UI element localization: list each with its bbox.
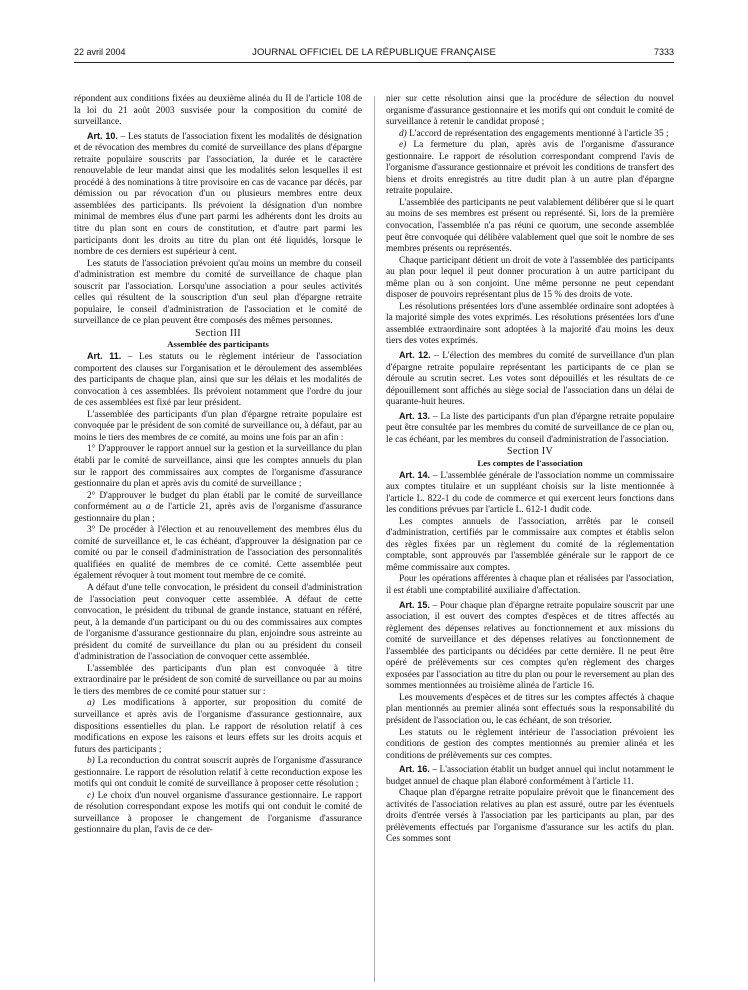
paragraph: 1° D'approuver le rapport annuel sur la gestion et la surveillance du plan établi par le comité de surveillance, ainsi que les comptes annuels du plan sur le rapport des commissaires aux comptes de l'organisme d'assurance gestionnaire du plan et après avis du comité de surveillance ; [74,444,362,490]
list-text: La reconduction du contrat souscrit auprès de l'organisme d'assurance gestionnaire. Le rapport de résolution relatif à cette reconduction expose les motifs qui ont conduit le comité de surveillance à proposer cette résolution ; [74,756,362,790]
header-date: 22 avril 2004 [74,47,126,57]
list-text: La fermeture du plan, après avis de l'organisme d'assurance gestionnaire. Le rapport de résolution correspondant comprend l'avis de l'organisme d'assurance gestionnaire et prévoit les conditions de transfert des biens et droits enregistrés au titre dudit plan à un autre plan d'épargne retraite populaire. [386,140,674,197]
article-label: Art. 16. [399,764,430,775]
article-11 [74,351,362,410]
left-column [74,94,362,837]
list-item [386,140,674,198]
article-label: Art. 14. [399,469,431,480]
paragraph: A défaut d'une telle convocation, le président du conseil d'administration de l'association peut convoquer cette assemblée. A défaut de cette convocation, le président du tribunal de grande instance, statuant en référé, peut, à la demande d'un participant ou du ou des commissaires aux comptes de l'organisme d'assurance gestionnaire du plan, enjoindre sous astreinte au président du comité de surveillance du plan ou au président du conseil d'administration de l'association de convoquer cette assemblée. [74,582,362,663]
right-column [386,94,674,846]
list-marker: d) [399,128,407,139]
article-text: – L'élection des membres du comité de surveillance d'un plan d'épargne retraite populaire représentant les participants de ce plan se déroule au scrutin secret. Les votes sont dépouillés et les résultats de ce dépouillement sont affichés au siège social de l'association dans un délai de quarante-huit heures. [386,351,675,408]
list-item [386,129,674,141]
list-text: L'accord de représentation des engagements mentionné à l'article 35 ; [406,128,669,139]
article-16 [386,764,674,788]
article-text: – Les statuts de l'association fixent les modalités de désignation et de révocation des membres du comité de surveillance des plans d'épargne retraite populaire souscrits par l'association, la durée et le caractère renouvelable de leur mandat ainsi que les modalités selon lesquelles il est procédé à des nominations à titre provisoire en cas de vacance par décès, par démission ou par révocation d'un ou plusieurs membres entre deux assemblées des participants. Ils prévoient la désignation d'un nombre minimal de membres élus d'une part parmi les adhérents dont les droits au titre du plan sont en cours de constitution, et d'autre part parmi les participants dont les droits au titre du plan ont été liquidés, lorsque le nombre de ces derniers est supérieur à cent. [74,131,363,258]
article-text: – La liste des participants d'un plan d'épargne retraite populaire peut être consultée par les membres du comité de surveillance de ce plan ou, le cas échéant, par les membres du conseil d'administration de l'association. [386,411,674,445]
list-item [74,756,362,791]
article-14 [386,470,674,517]
article-text: – Les statuts ou le règlement intérieur de l'association comportent des clauses sur l'organisation et le déroulement des assemblées des participants de chaque plan, ainsi que sur les délais et les modalités de convocation à ces assemblées. Ils prévoient notamment que l'ordre du jour de ces assemblées est fixé par leur président. [74,352,363,409]
article-10 [74,131,362,259]
article-label: Art. 10. [87,130,118,141]
article-label: Art. 12. [399,350,431,361]
paragraph: nier sur cette résolution ainsi que la procédure de sélection du nouvel organisme d'assurance gestionnaire et les motifs qui ont conduit le comité de surveillance à retenir le candidat proposé ; [386,94,674,128]
article-text: – L'association établit un budget annuel qui inclut notamment le budget annuel de chaque plan élaboré conformément à l'article 11. [386,765,674,787]
paragraph: Chaque plan d'épargne retraite populaire prévoit que le financement des activités de l'association relatives au plan est assuré, outre par les éventuels droits d'entrée versés à l'association par les participants au plan, par des prélèvements effectués par l'organisme d'assurance sur les actifs du plan. Ces sommes sont [386,788,674,845]
text-run: de l'article 21, après avis de l'organisme d'assurance gestionnaire du plan ; [74,502,362,524]
paragraph [74,491,362,526]
article-text: – Pour chaque plan d'épargne retraite populaire souscrit par une association, il est ouvert des comptes d'espèces et de titres affectés au règlement des dépenses relatives au fonctionnement et aux missions du comité de surveillance et des dépenses relatives au fonctionnement de l'assemblée des participants ou décidées par cette dernière. Il ne peut être opéré de prélèvements sur ces comptes qu'en règlement des charges exposées par l'association au titre du plan ou pour le reversement au plan des sommes mentionnées au troisième alinéa de l'article 16. [386,600,674,692]
list-marker: e) [399,140,407,151]
article-text: – L'assemblée générale de l'association nomme un commissaire aux comptes titulaire et un suppléant choisis sur la liste mentionnée à l'article L. 822-1 du code de commerce et qui exercent leurs fonctions dans les conditions prévues par l'article L. 612-1 dudit code. [386,470,675,516]
paragraph: Pour les opérations afférentes à chaque plan et réalisées par l'association, il est établi une comptabilité auxiliaire d'affectation. [386,574,674,596]
paragraph: Les statuts de l'association prévoient qu'au moins un membre du conseil d'administration est membre du comité de surveillance de chaque plan souscrit par l'association. Lorsqu'une association a pour seules activités celles qui résultent de la souscription d'un seul plan d'épargne retraite populaire, le conseil d'administration de l'association et le comité de surveillance de ce plan peuvent être composés des mêmes personnes. [74,258,362,327]
article-label: Art. 13. [399,410,431,421]
paragraph: Les mouvements d'espèces et de titres sur les comptes affectés à chaque plan mentionnés au premier alinéa sont effectués sous la responsabilité du président de l'association ou, le cas échéant, de son trésorier. [386,692,674,726]
list-marker: a) [87,698,95,709]
paragraph: L'assemblée des participants d'un plan est convoquée à titre extraordinaire par le président de son comité de surveillance ou par au moins le tiers des membres de ce comité pour statuer sur : [74,663,362,697]
section-subheading: Les comptes de l'association [477,457,583,468]
paragraph: L'assemblée des participants d'un plan d'épargne retraite populaire est convoquée par le président de son comité de surveillance ou, à défaut, par au moins le tiers des membres de ce comité, au moins une fois par an afin : [74,409,362,443]
paragraph: répondent aux conditions fixées au deuxième alinéa du II de l'article 108 de la loi du 21 août 2003 susvisée pour la composition du comité de surveillance. [74,94,362,128]
article-12 [386,350,674,409]
article-15 [386,600,674,693]
list-text: Les modifications à apporter, sur proposition du comité de surveillance et après avis de l'organisme d'assurance gestionnaire, aux dispositions essentielles du plan. Le rapport de résolution relatif à ces modifications en expose les raisons et leurs effets sur les droits acquis et futurs des participants ; [74,698,362,755]
paragraph: Les comptes annuels de l'association, arrêtés par le conseil d'administration, certifiés par le commissaire aux comptes et établis selon des règles fixées par un règlement du comité de la réglementation comptable, sont approuvés par l'assemblée générale sur le rapport de ce même commissaire aux comptes. [386,516,674,573]
article-label: Art. 11. [87,351,122,362]
text-run-italic: a [145,502,151,513]
paragraph: L'assemblée des participants ne peut valablement délibérer que si le quart au moins de ses membres est présent ou représenté. Si, lors de la première convocation, l'assemblée n'a pas réuni ce quorum, une seconde assemblée peut être convoquée qui délibère valablement quel que soit le nombre de ses membres présents ou représentés. [386,197,674,255]
paragraph: Les résolutions présentées lors d'une assemblée ordinaire sont adoptées à la majorité simple des votes exprimés. Les résolutions présentées lors d'une assemblée extraordinaire sont adoptées à la majorité d'au moins les deux tiers des votes exprimés. [386,301,674,347]
list-text: Le choix d'un nouvel organisme d'assurance gestionnaire. Le rapport de résolution correspondant expose les motifs qui ont conduit le comité de surveillance à proposer le changement de l'organisme d'assurance gestionnaire du plan, l'avis de ce der- [74,790,362,836]
section-subheading: Assemblée des participants [167,339,269,350]
list-marker: b) [87,756,95,767]
journal-title: JOURNAL OFFICIEL DE LA RÉPUBLIQUE FRANÇAISE [252,47,496,58]
section-heading: Section III [195,327,241,339]
article-13 [386,411,674,447]
article-label: Art. 15. [399,599,430,610]
list-item [74,698,362,756]
list-item [74,791,362,837]
section-heading: Section IV [506,446,554,458]
column-divider [374,96,375,982]
text-run: 2° D'approuver le budget du plan établi par le comité de surveillance conformément au [74,490,362,513]
paragraph: 3° De procéder à l'élection et au renouvellement des membres élus du comité de surveillance et, le cas échéant, d'approuver la désignation par ce comité ou par le conseil d'administration de l'association des personnalités qualifiées en qualité de membres de ce comité. Cette assemblée peut également révoquer à tout moment tout membre de ce comité. [74,525,362,582]
paragraph: Chaque participant détient un droit de vote à l'assemblée des participants au plan pour lequel il peut donner procuration à un autre participant du même plan ou à son conjoint. Une même personne ne peut cependant disposer de pouvoirs représentant plus de 15 % des droits de vote. [386,255,674,301]
page-number: 7333 [653,47,674,57]
list-marker: c) [87,790,95,801]
header-rule [74,62,674,63]
paragraph: Les statuts ou le règlement intérieur de l'association prévoient les conditions de gestion des comptes mentionnés au premier alinéa et les conditions de prélèvements sur ces comptes. [386,727,674,761]
page-header [74,47,674,61]
